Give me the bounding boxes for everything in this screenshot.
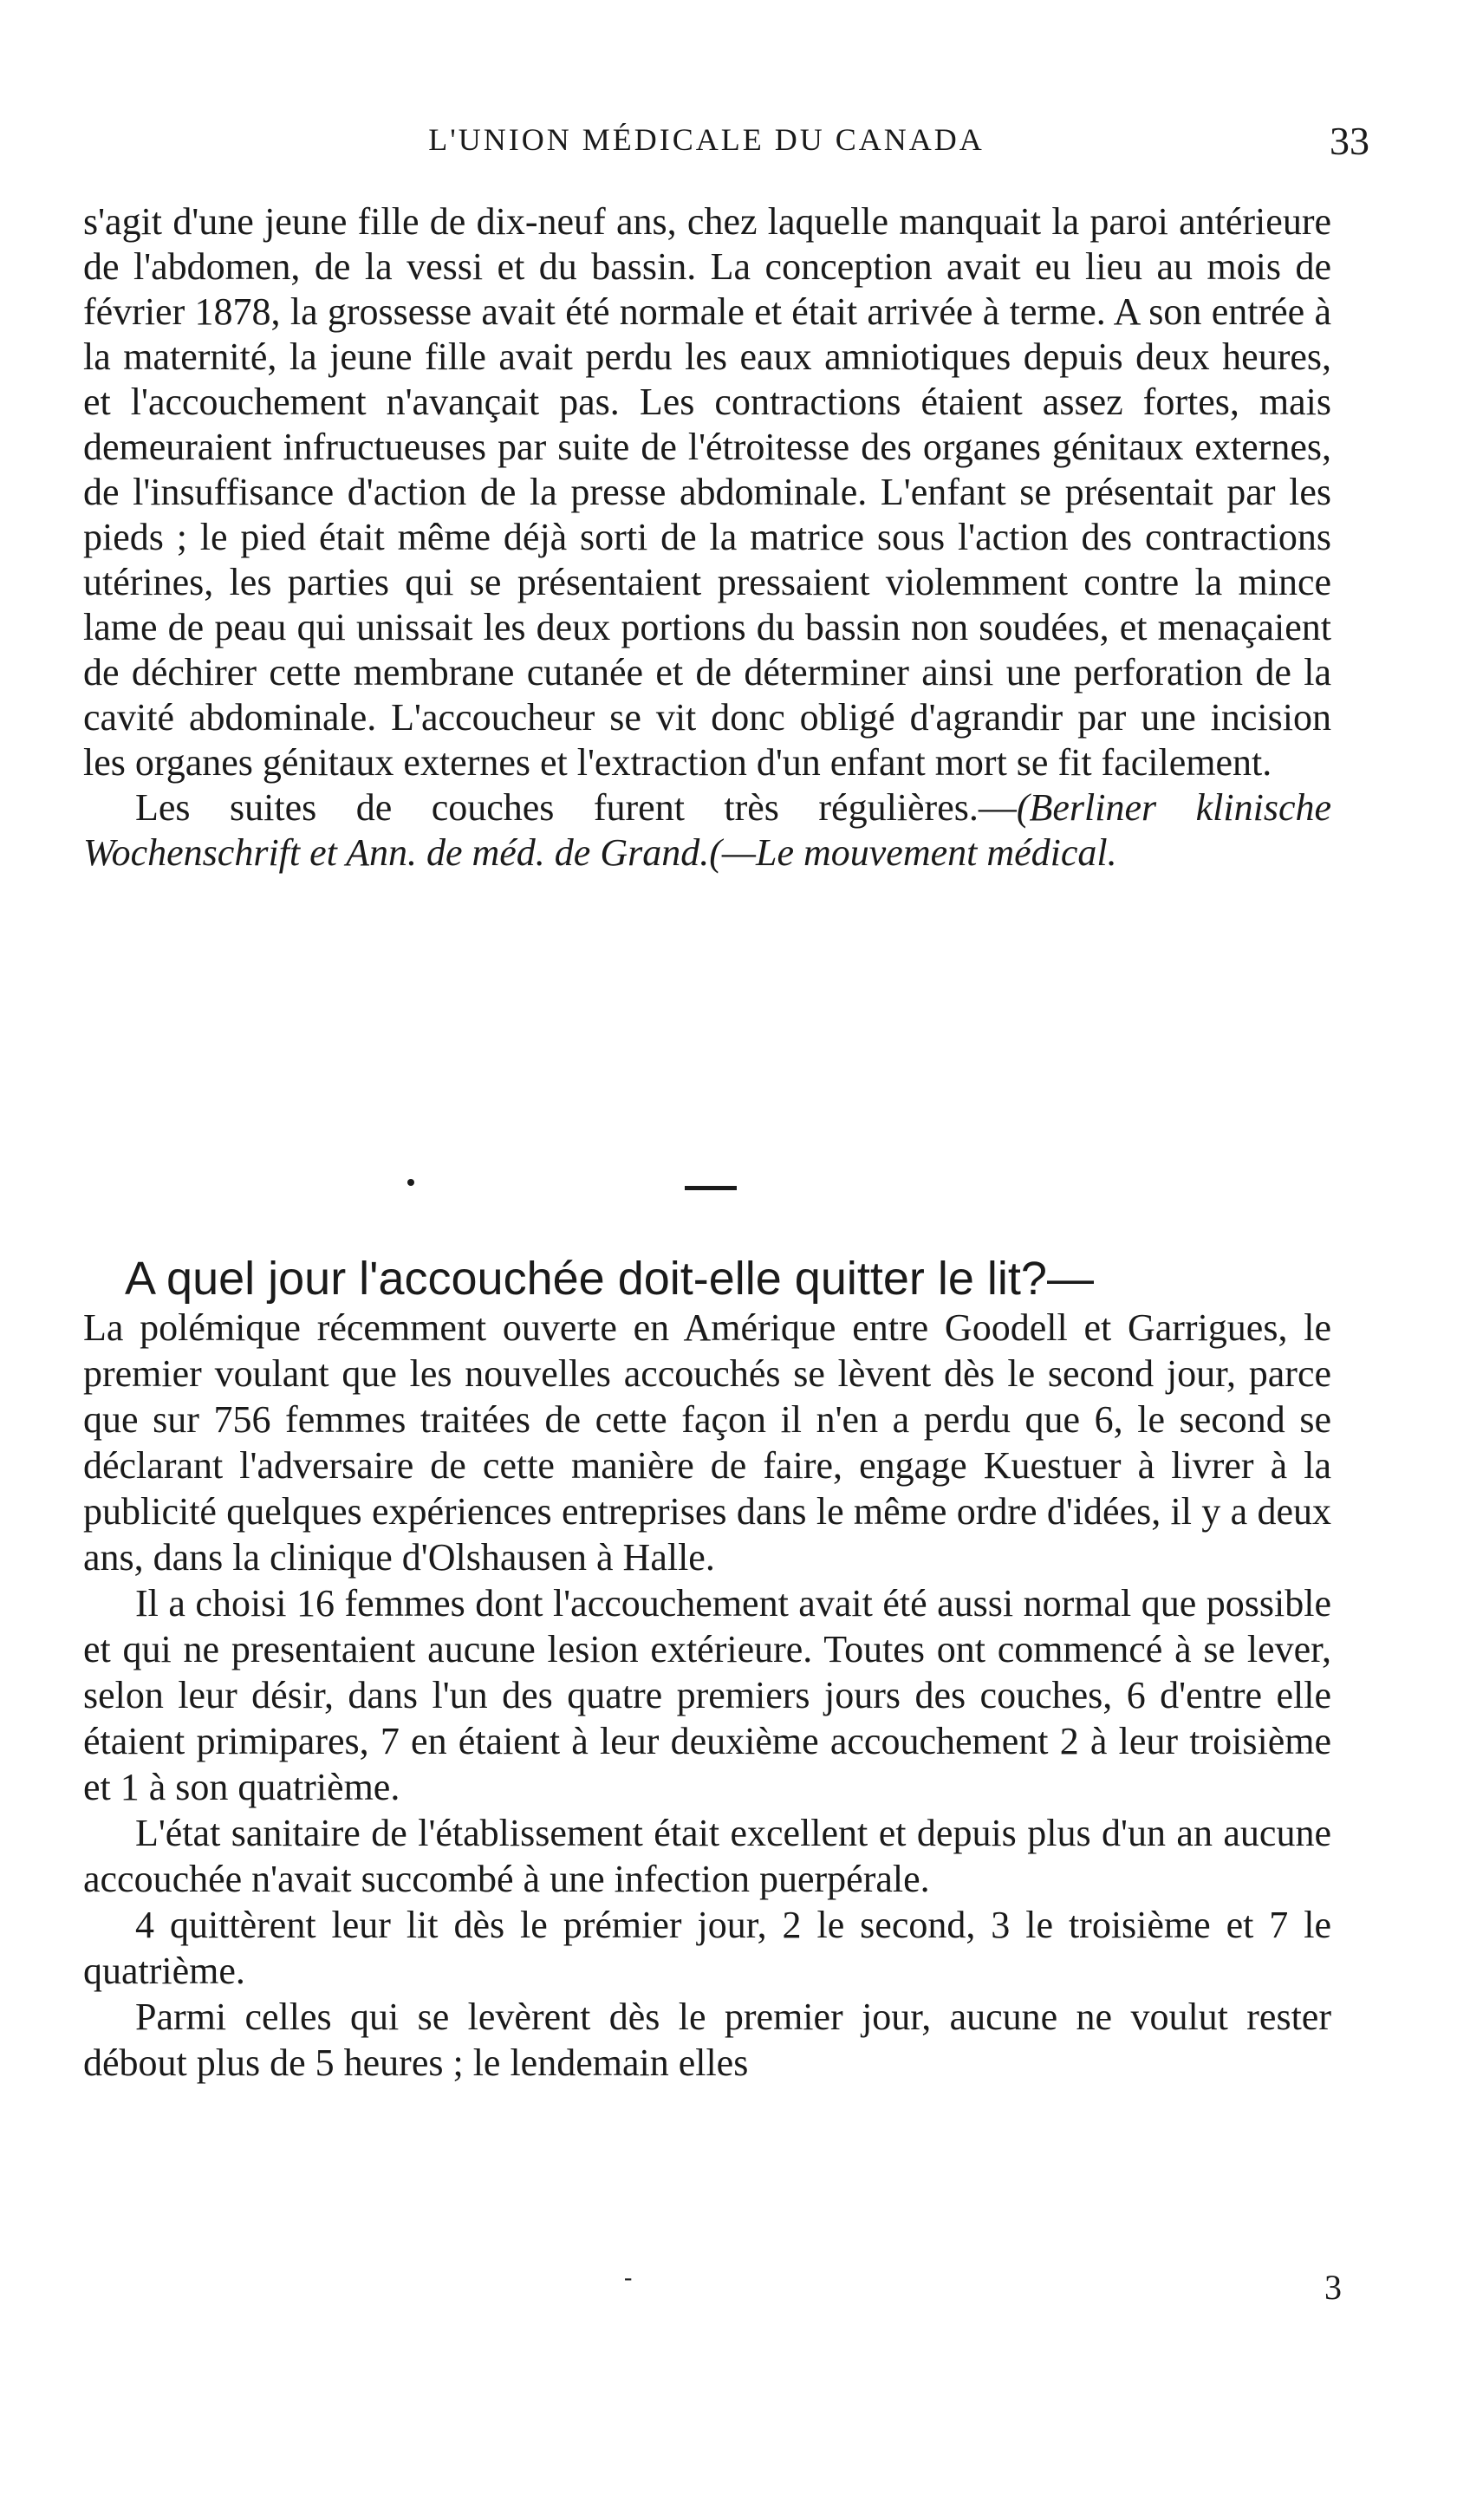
separator-dot [407,1179,414,1186]
section-separator [0,1177,1470,1212]
paragraph: 4 quittèrent leur lit dès le prémier jour, 2 le second, 3 le troisième et 7 le quatrième. [83,1904,1331,1992]
paragraph: Il a choisi 16 femmes dont l'accouchement avait été aussi normal que possible et qui ne presentaient aucune lesion extérieure. Toutes ont commencé à se lever, selon leur désir, dans l'un des quatre premiers jours des couches, 6 d'entre elle étaient primipares, 7 en étaient à leur deuxième accouchement 2 à leur troisième et 1 à son quatrième. [83,1582,1331,1808]
running-head [78,119,1369,173]
citation-text: Les suites de couches furent très régulières.— [135,786,1017,829]
paragraph: Parmi celles qui se levèrent dès le premier jour, aucune ne voulut rester débout plus de 5 heures ; le lendemain elles [83,1996,1331,2084]
paragraph: La polémique récemment ouverte en Amérique entre Goodell et Garrigues, le premier voulant que les nouvelles accouchés se lèvent dès le second jour, parce que sur 756 femmes traitées de cette façon il n'en a perdu que 6, le second se déclarant l'adversaire de cette manière de faire, engage Kuestuer à livrer à la publicité quelques expériences entreprises dans le même ordre d'idées, il y a deux ans, dans la clinique d'Olshausen à Halle. [83,1306,1331,1579]
signature-mark: 3 [1324,2268,1342,2307]
citation-source: (Berliner klinische Wochenschrift et Ann. de méd. de Grand.(—Le mouvement médical. [83,786,1331,874]
section-heading: A quel jour l'accouchée doit-elle quitter le lit?— [125,1253,1094,1305]
paragraph: s'agit d'une jeune fille de dix-neuf ans, chez laquelle manquait la paroi antérieure de l'abdomen, de la vessi et du bassin. La conception avait eu lieu au mois de février 1878, la grossesse avait été normale et était arrivée à terme. A son entrée à la maternité, la jeune fille avait perdu les eaux amniotiques depuis deux heures, et l'accouchement n'avançait pas. Les contractions étaient assez fortes, mais demeuraient infructueuses par suite de l'étroitesse des organes génitaux externes, de l'insuffisance d'action de la presse abdominale. L'enfant se présentait par les pieds ; le pied était même déjà sorti de la matrice sous l'action des contractions utérines, les parties qui se présentaient pressaient violemment contre la mince lame de peau qui unissait les deux portions du bassin non soudées, et menaçaient de déchirer cette membrane cutanée et de déterminer ainsi une perforation de la cavité abdominale. L'accoucheur se vit donc obligé d'agrandir par une incision les organes génitaux externes et l'extraction d'un enfant mort se fit facilement. [83,200,1331,784]
separator-dash [685,1186,737,1190]
paragraph: L'état sanitaire de l'établissement était excellent et depuis plus d'un an aucune accouchée n'avait succombé à une infection puerpérale. [83,1812,1331,1900]
footer-dot: - [624,2264,633,2291]
article-section [83,1253,1331,2086]
article-continuation [83,199,1331,876]
page-number: 33 [1330,119,1369,163]
running-title: L'UNION MÉDICALE DU CANADA [428,122,985,157]
paragraph-citation [83,785,1331,876]
